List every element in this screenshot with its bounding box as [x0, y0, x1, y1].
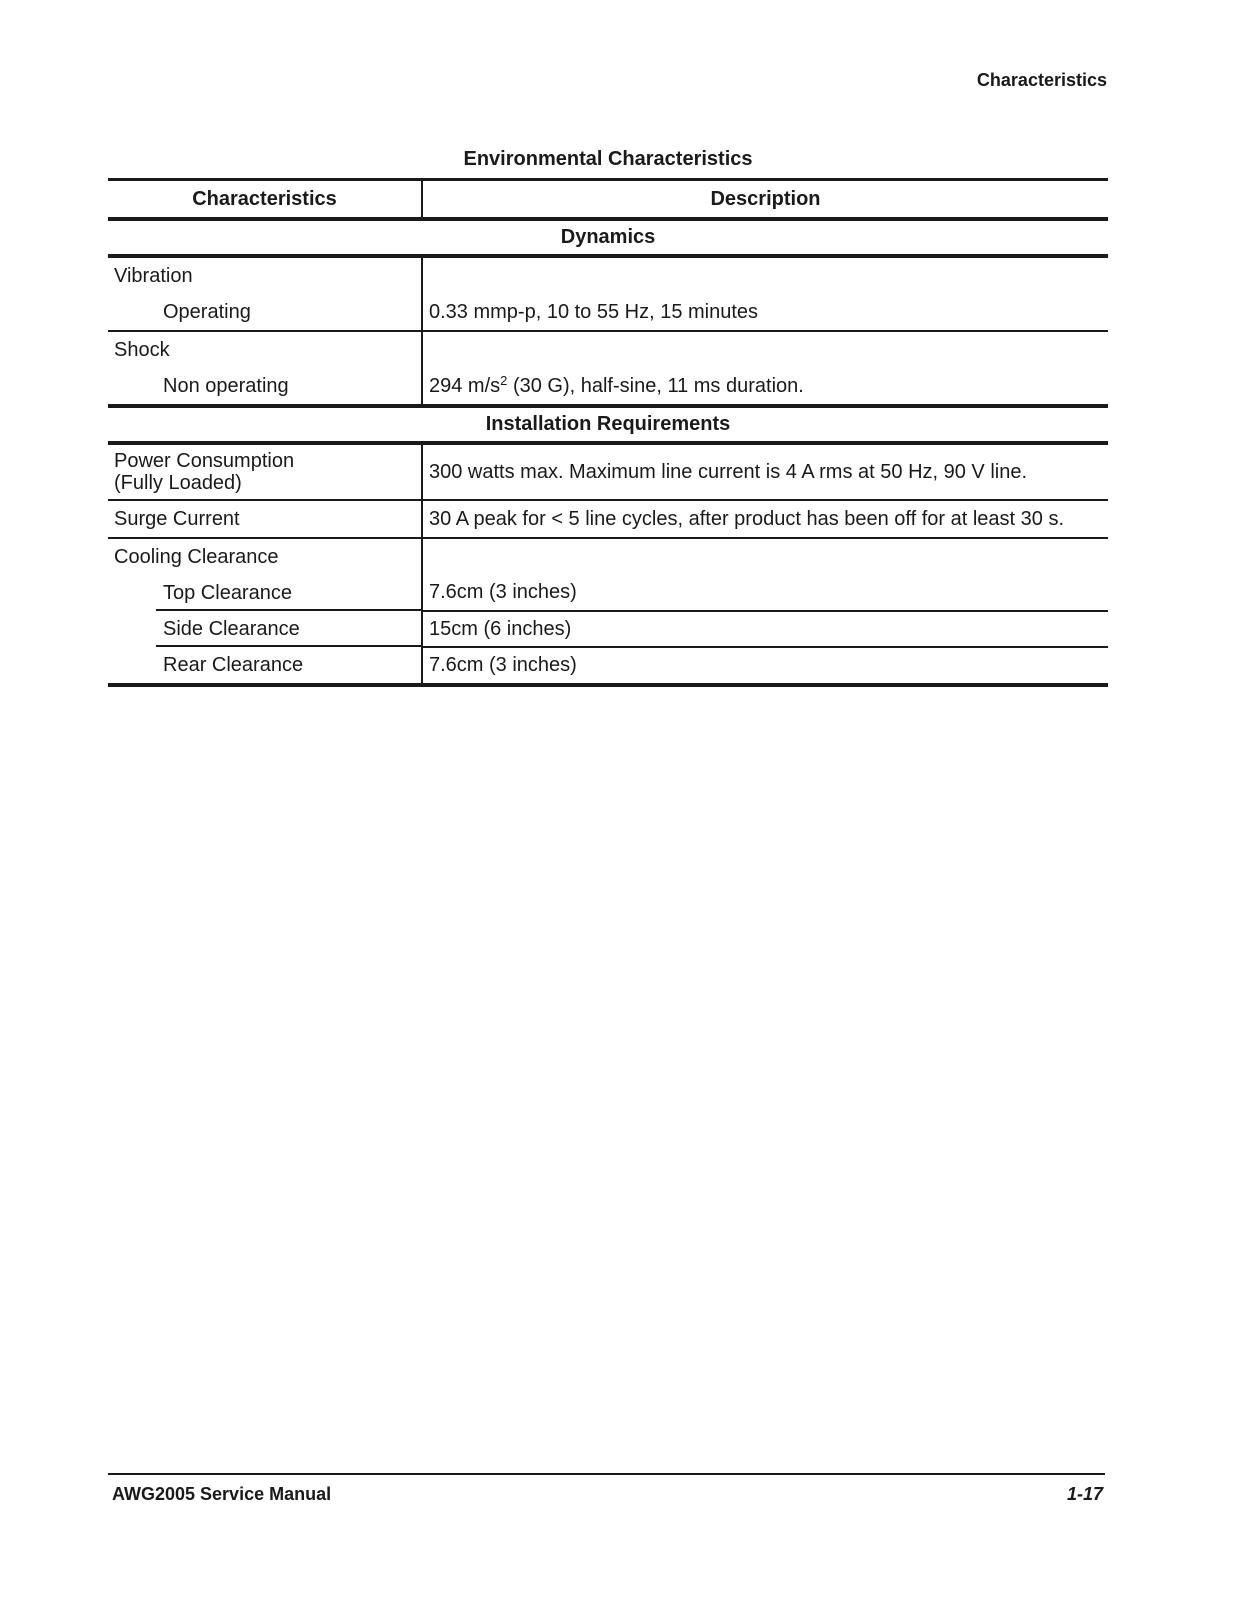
table-header-row — [108, 180, 1108, 220]
table-row — [108, 331, 1108, 368]
row-label: Shock — [108, 331, 422, 368]
row-label: Rear Clearance — [108, 647, 422, 685]
section-title: Dynamics — [108, 219, 1108, 256]
table-row — [108, 443, 1108, 500]
table-row — [108, 538, 1108, 575]
table-title: Environmental Characteristics — [463, 148, 753, 170]
row-label: Cooling Clearance — [108, 538, 422, 575]
table-row — [108, 575, 1108, 611]
section-row-installation — [108, 406, 1108, 443]
row-label: Surge Current — [108, 500, 422, 538]
footer-page-number: 1-17 — [1066, 1484, 1103, 1504]
table-row — [108, 256, 1108, 294]
running-head: Characteristics — [976, 70, 1107, 90]
value-text: (30 G), half-sine, 11 ms duration. — [507, 374, 804, 397]
row-label — [108, 443, 422, 500]
row-value: 300 watts max. Maximum line current is 4 A rms at 50 Hz, 90 V line. — [422, 443, 1108, 500]
footer-rule — [108, 1473, 1105, 1475]
environmental-characteristics-table — [108, 178, 1108, 687]
column-header-description: Description — [422, 180, 1108, 220]
row-label: Side Clearance — [108, 611, 422, 647]
table-row — [108, 647, 1108, 685]
superscript: 2 — [500, 372, 508, 388]
value-text: 294 m/s — [429, 374, 501, 397]
row-value — [422, 331, 1108, 368]
row-value: 0.33 mmp-p, 10 to 55 Hz, 15 minutes — [422, 294, 1108, 331]
row-label: Vibration — [108, 256, 422, 294]
table-row — [108, 294, 1108, 331]
spec-table-container — [108, 178, 1108, 687]
row-label-line: (Fully Loaded) — [114, 472, 242, 494]
column-header-characteristics: Characteristics — [108, 180, 422, 220]
footer-manual-title: AWG2005 Service Manual — [112, 1484, 332, 1504]
table-row — [108, 611, 1108, 647]
row-value: 7.6cm (3 inches) — [422, 575, 1108, 611]
table-row — [108, 368, 1108, 406]
row-label-line: Power Consumption — [114, 450, 295, 472]
row-value — [422, 368, 1108, 406]
row-value — [422, 538, 1108, 575]
row-label: Operating — [108, 294, 422, 331]
row-value: 30 A peak for < 5 line cycles, after product has been off for at least 30 s. — [422, 500, 1108, 538]
section-row-dynamics — [108, 219, 1108, 256]
row-value: 15cm (6 inches) — [422, 611, 1108, 647]
table-row — [108, 500, 1108, 538]
row-value — [422, 256, 1108, 294]
row-label: Top Clearance — [108, 575, 422, 611]
section-title: Installation Requirements — [108, 406, 1108, 443]
row-label: Non operating — [108, 368, 422, 406]
row-value: 7.6cm (3 inches) — [422, 647, 1108, 685]
